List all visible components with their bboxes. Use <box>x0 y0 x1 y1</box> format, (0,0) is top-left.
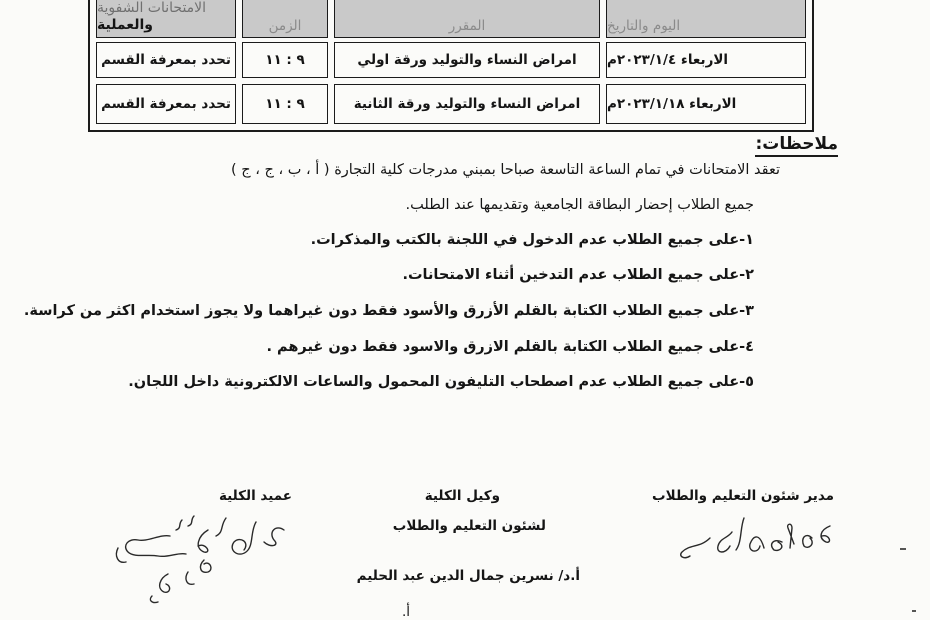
note-item: ٢-على جميع الطلاب عدم التدخين أثناء الامتحانات. <box>402 267 754 283</box>
note-item: ٥-على جميع الطلاب عدم اصطحاب التليفون المحمول والساعات الالكترونية داخل اللجان. <box>128 374 754 390</box>
scan-mark <box>900 548 906 550</box>
director-signature <box>670 508 840 568</box>
director-title: مدير شئون التعليم والطلاب <box>652 488 834 504</box>
vice-dean-name: أ.د/ نسرين جمال الدين عبد الحليم <box>356 568 580 584</box>
header-course: المقرر <box>334 0 600 38</box>
dean-signature <box>108 508 288 608</box>
table-header-row <box>90 0 812 38</box>
note-item: ٣-على جميع الطلاب الكتابة بالقلم الأزرق والأسود فقط دون غيراهما ولا يجوز استخدام اكثر من كراسة. <box>23 303 754 319</box>
partial-text: أ. <box>401 604 410 620</box>
row-day: الاربعاء ٢٠٢٣/١/١٨م <box>606 84 806 124</box>
note-item: ١-على جميع الطلاب عدم الدخول في اللجنة بالكتب والمذكرات. <box>310 232 754 248</box>
header-place-top: الامتحانات الشفوية <box>97 0 207 16</box>
scan-mark <box>912 610 916 612</box>
notes-intro: تعقد الامتحانات في تمام الساعة التاسعة صباحا بمبني مدرجات كلية التجارة ( أ ، ب ، ج ، ج ) <box>230 162 780 178</box>
row-course: امراض النساء والتوليد ورقة اولي <box>334 42 600 78</box>
row-place: تحدد بمعرفة القسم <box>96 42 236 78</box>
header-place-bottom: والعملية <box>97 16 153 33</box>
header-day: اليوم والتاريخ <box>606 0 806 38</box>
notes-title: ملاحظات: <box>755 134 838 157</box>
note-item: ٤-على جميع الطلاب الكتابة بالقلم الازرق والاسود فقط دون غيرهم . <box>266 339 754 355</box>
row-time: ٩ : ١١ <box>242 42 328 78</box>
dean-title: عميد الكلية <box>218 488 292 504</box>
row-place: تحدد بمعرفة القسم <box>96 84 236 124</box>
notes-id-card: جميع الطلاب إحضار البطاقة الجامعية وتقديمها عند الطلب. <box>405 197 754 213</box>
exam-schedule-table <box>88 0 814 132</box>
header-time: الزمن <box>242 0 328 38</box>
row-course: امراض النساء والتوليد ورقة الثانية <box>334 84 600 124</box>
vice-dean-title: وكيل الكلية <box>424 488 500 504</box>
row-day: الاربعاء ٢٠٢٣/١/٤م <box>606 42 806 78</box>
header-place <box>96 0 236 38</box>
row-time: ٩ : ١١ <box>242 84 328 124</box>
table-row <box>90 42 812 78</box>
vice-dean-subtitle: لشئون التعليم والطلاب <box>392 518 546 534</box>
table-row <box>90 84 812 124</box>
